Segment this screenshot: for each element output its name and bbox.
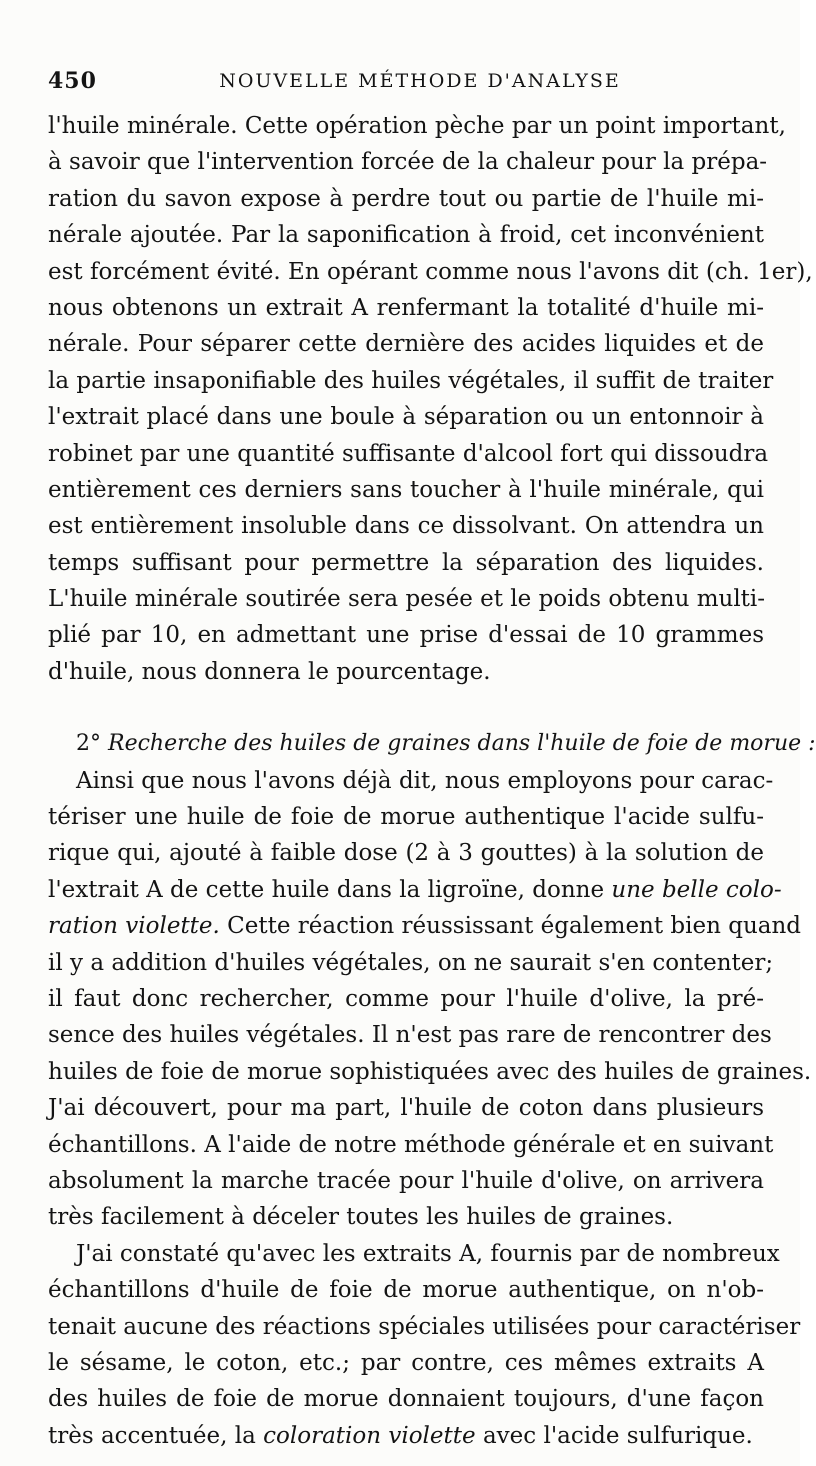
text-run: très accentuée, la	[48, 1422, 264, 1449]
page-number: 450	[48, 68, 97, 94]
text-line: échantillons d'huile de foie de morue authentique, on n'ob-	[48, 1277, 764, 1304]
text-line: robinet par une quantité suffisante d'alcool fort qui dissoudra	[48, 440, 769, 467]
italic-run: une belle colo-	[611, 876, 782, 903]
text-line	[48, 908, 802, 944]
text-line: il faut donc rechercher, comme pour l'huile d'olive, la pré-	[48, 985, 764, 1012]
text-line: nérale. Pour séparer cette dernière des acides liquides et de	[48, 331, 764, 358]
text-line: absolument la marche tracée pour l'huile d'olive, on arrivera	[48, 1167, 764, 1194]
text-line: J'ai constaté qu'avec les extraits A, fournis par de nombreux	[76, 1240, 780, 1267]
text-line: J'ai découvert, pour ma part, l'huile de coton dans plusieurs	[48, 1095, 764, 1122]
paragraph-gap	[48, 690, 764, 726]
text-line: tériser une huile de foie de morue authentique l'acide sulfu-	[48, 804, 764, 831]
text-line: tenait aucune des réactions spéciales utilisées pour caractériser	[48, 1313, 801, 1340]
body-text	[48, 108, 816, 1454]
italic-run: ration violette.	[48, 913, 220, 940]
text-line: ration du savon expose à perdre tout ou partie de l'huile mi-	[48, 185, 764, 212]
text-line: est entièrement insoluble dans ce dissolvant. On attendra un	[48, 513, 764, 540]
text-line: l'extrait placé dans une boule à séparation ou un entonnoir à	[48, 404, 764, 431]
text-line: à savoir que l'intervention forcée de la chaleur pour la prépa-	[48, 149, 768, 176]
text-run: Cette réaction réussissant également bien quand	[219, 913, 802, 940]
text-line: entièrement ces derniers sans toucher à l'huile minérale, qui	[48, 476, 764, 503]
text-line: est forcément évité. En opérant comme nous l'avons dit (ch. 1er),	[48, 258, 813, 285]
text-line: huiles de foie de morue sophistiquées avec des huiles de graines.	[48, 1058, 812, 1085]
text-line: L'huile minérale soutirée sera pesée et le poids obtenu multi-	[48, 586, 766, 613]
text-line: Ainsi que nous l'avons déjà dit, nous employons pour carac-	[76, 767, 774, 794]
text-line: des huiles de foie de morue donnaient toujours, d'une façon	[48, 1386, 764, 1413]
section-title: Recherche des huiles de graines dans l'huile de foie de morue :	[108, 731, 816, 757]
text-line: nous obtenons un extrait A renfermant la totalité d'huile mi-	[48, 294, 764, 321]
text-line: l'huile minérale. Cette opération pèche par un point important,	[48, 113, 786, 139]
text-line: le sésame, le coton, etc.; par contre, ces mêmes extraits A	[48, 1349, 764, 1376]
running-title: NOUVELLE MÉTHODE D'ANALYSE	[219, 70, 621, 92]
text-run: avec l'acide sulfurique.	[475, 1422, 753, 1449]
text-line: nérale ajoutée. Par la saponification à froid, cet inconvénient	[48, 222, 764, 249]
paragraph-2	[48, 763, 812, 1236]
text-run: l'extrait A de cette huile dans la ligroïne, donne	[48, 876, 612, 903]
text-line: sence des huiles végétales. Il n'est pas rare de rencontrer des	[48, 1022, 772, 1049]
text-line: très facilement à déceler toutes les huiles de graines.	[48, 1204, 674, 1231]
section-heading	[48, 726, 816, 762]
text-line: il y a addition d'huiles végétales, on ne saurait s'en contenter;	[48, 949, 774, 976]
paragraph-1	[48, 108, 813, 690]
italic-run: coloration violette	[263, 1422, 476, 1449]
text-line: rique qui, ajouté à faible dose (2 à 3 gouttes) à la solution de	[48, 840, 764, 867]
text-line	[48, 1418, 764, 1454]
section-number: 2°	[76, 731, 101, 757]
text-line: la partie insaponifiable des huiles végétales, il suffit de traiter	[48, 367, 774, 394]
text-line	[48, 872, 782, 908]
text-line: plié par 10, en admettant une prise d'essai de 10 grammes	[48, 622, 764, 649]
text-line: temps suffisant pour permettre la séparation des liquides.	[48, 549, 764, 576]
page-header	[38, 68, 762, 98]
text-line: d'huile, nous donnera le pourcentage.	[48, 658, 491, 685]
text-line: échantillons. A l'aide de notre méthode générale et en suivant	[48, 1131, 774, 1158]
paragraph-3	[48, 1236, 801, 1454]
